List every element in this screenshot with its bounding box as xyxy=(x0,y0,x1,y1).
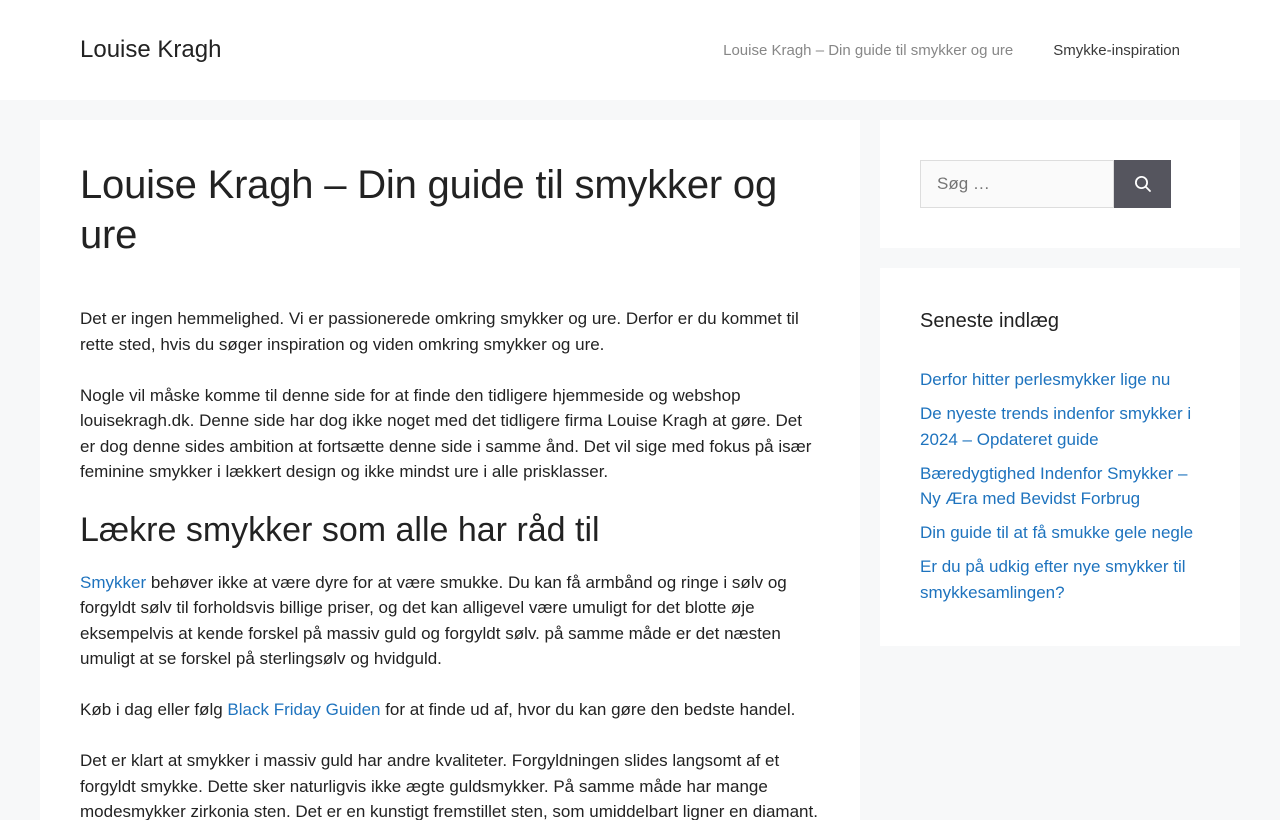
recent-post-link[interactable]: Bæredygtighed Indenfor Smykker – Ny Æra med Bevidst Forbrug xyxy=(920,463,1188,508)
recent-post-link[interactable]: Derfor hitter perlesmykker lige nu xyxy=(920,370,1171,389)
smykker-paragraph-text: behøver ikke at være dyre for at være smukke. Du kan få armbånd og ringe i sølv og forgyldt sølv til forholdsvis billige priser, og det kan alligevel være umuligt for det blotte øje eksempelvis at kende forskel på massiv guld og forgyldt sølv. på samme måde er det næsten umuligt at se forskel på sterlingsølv og hvidguld. xyxy=(80,572,787,669)
recent-post-link[interactable]: Er du på udkig efter nye smykker til smykkesamlingen? xyxy=(920,557,1186,602)
history-paragraph: Nogle vil måske komme til denne side for at finde den tidligere hjemmeside og webshop louisekragh.dk. Denne side har dog ikke noget med det tidligere firma Louise Kragh at gøre. Det er dog denne sides ambition at fortsætte denne side i samme ånd. Det vil sige med fokus på især feminine smykker i lækkert design og ikke mindst ure i alle prisklasser. xyxy=(80,385,812,481)
intro-paragraph: Det er ingen hemmelighed. Vi er passionerede omkring smykker og ure. Derfor er du kommet til rette sted, hvis du søger inspiration og viden omkring smykker og ure. xyxy=(80,309,799,354)
recent-posts-widget xyxy=(880,268,1240,646)
search-button[interactable] xyxy=(1114,160,1171,208)
nav-item-smykke-inspiration[interactable]: Smykke-inspiration xyxy=(1053,41,1180,59)
black-friday-guide-link[interactable]: Black Friday Guiden xyxy=(227,700,381,720)
recent-posts-list xyxy=(920,367,1200,605)
nav-item-home[interactable]: Louise Kragh – Din guide til smykker og ure xyxy=(723,41,1014,59)
article-body xyxy=(80,306,820,820)
recent-post-link[interactable]: Din guide til at få smukke gele negle xyxy=(920,523,1194,542)
black-friday-text-pre: Køb i dag eller følg xyxy=(80,700,228,720)
list-item xyxy=(920,367,1200,393)
main-navigation xyxy=(683,42,1180,59)
smykker-paragraph xyxy=(80,570,820,672)
article-content-area xyxy=(40,120,860,820)
list-item xyxy=(920,401,1200,452)
search-form xyxy=(920,160,1200,208)
site-header xyxy=(0,0,1280,100)
search-icon xyxy=(1134,175,1152,193)
page-title: Louise Kragh – Din guide til smykker og ure xyxy=(80,163,778,257)
section-heading: Lækre smykker som alle har råd til xyxy=(80,511,600,549)
list-item xyxy=(920,461,1200,512)
black-friday-paragraph xyxy=(80,697,820,723)
site-title-link[interactable]: Louise Kragh xyxy=(80,36,222,63)
black-friday-text-post: for at finde ud af, hvor du kan gøre den bedste handel. xyxy=(380,700,796,720)
recent-post-link[interactable]: De nyeste trends indenfor smykker i 2024 – Opdateret guide xyxy=(920,404,1192,449)
recent-posts-title: Seneste indlæg xyxy=(920,310,1059,332)
search-input[interactable] xyxy=(920,160,1114,208)
list-item xyxy=(920,554,1200,605)
list-item xyxy=(920,520,1200,546)
smykker-link[interactable]: Smykker xyxy=(80,572,147,592)
search-widget xyxy=(880,120,1240,248)
gold-paragraph: Det er klart at smykker i massiv guld har andre kvaliteter. Forgyldningen slides langsomt af et forgyldt smykke. Dette sker naturligvis ikke ægte guldsmykker. På samme måde har mange modesmykker zirkonia sten. Det er en kunstigt fremstillet sten, som umiddelbart ligner en diamant. xyxy=(80,751,818,820)
